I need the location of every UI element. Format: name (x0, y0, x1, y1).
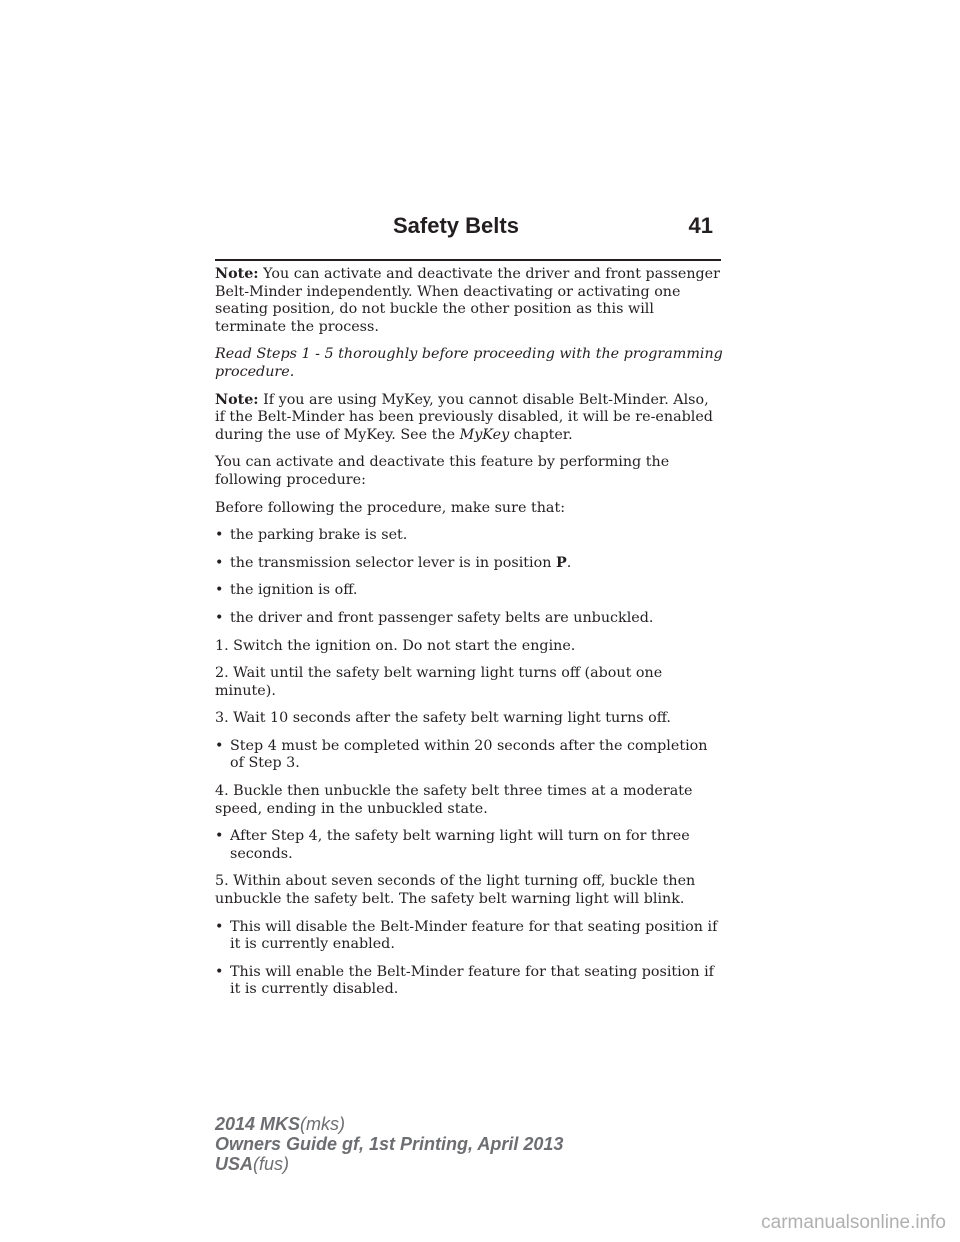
bullet-icon: • (215, 609, 224, 626)
list-item: • the transmission selector lever is in position P. (215, 554, 572, 571)
footer-line: USA(fus) (215, 1154, 290, 1174)
page-number: 41 (688, 213, 713, 238)
note-text: If you are using MyKey, you cannot disable Belt-Minder. Also, if the Belt-Minder has been previously disabled, it will be re-enabled during the use of MyKey. See the (215, 391, 713, 443)
step-5: 5. Within about seven seconds of the light turning off, buckle then unbuckle the safety belt. The safety belt warning light will blink. (215, 873, 696, 908)
step-3: 3. Wait 10 seconds after the safety belt warning light turns off. (215, 710, 671, 727)
bullet-icon: • (215, 554, 224, 571)
footer-line: 2014 MKS(mks) (215, 1114, 346, 1134)
bullet-icon: • (215, 737, 224, 754)
note-paragraph (215, 266, 723, 336)
list-item: • After Step 4, the safety belt warning light will turn on for three seconds. (215, 828, 690, 862)
list-item: • the parking brake is set. (215, 527, 408, 544)
bullet-icon: • (215, 582, 224, 599)
list-item: • the ignition is off. (215, 582, 358, 599)
before-paragraph: Before following the procedure, make sure that: (215, 499, 566, 516)
mykey-note-paragraph: Note: If you are using MyKey, you cannot disable Belt-Minder. Also, if the Belt-Minder has been previously disabled, it will be re-enabled during the use of MyKey. See the MyKey chapter. (215, 391, 713, 443)
list-item: • Step 4 must be completed within 20 seconds after the completion of Step 3. (215, 737, 708, 772)
list-item: • the driver and front passenger safety belts are unbuckled. (215, 609, 654, 626)
step-2: 2. Wait until the safety belt warning light turns off (about one minute). (215, 665, 663, 699)
read-steps-instruction: Read Steps 1 - 5 thoroughly before proceeding with the programming procedure. (215, 346, 723, 380)
mykey-reference: MyKey (459, 426, 510, 443)
page-body (215, 266, 723, 1009)
note-label: Note: (215, 266, 259, 282)
list-item: • This will disable the Belt-Minder feature for that seating position if it is currently enabled. (215, 918, 718, 953)
list-item: • This will enable the Belt-Minder feature for that seating position if it is currently disabled. (215, 963, 714, 998)
note-text: You can activate and deactivate the driver and front passenger Belt-Minder independently. When deactivating or activating one seating position, do not buckle the other position as this will terminate the process. (215, 266, 720, 335)
gear-position: P (556, 554, 567, 571)
bullet-icon: • (215, 963, 224, 980)
page-header (215, 203, 721, 261)
bullet-icon: • (215, 828, 224, 845)
step-4: 4. Buckle then unbuckle the safety belt three times at a moderate speed, ending in the unbuckled state. (215, 783, 693, 817)
watermark: carmanualsonline.info (761, 1212, 946, 1233)
bullet-icon: • (215, 918, 224, 935)
section-title: Safety Belts (393, 213, 519, 238)
bullet-icon: • (215, 527, 224, 544)
intro-paragraph: You can activate and deactivate this feature by performing the following procedure: (215, 454, 670, 488)
print-footer (215, 1114, 563, 1174)
note-label: Note: (215, 391, 259, 408)
footer-line: Owners Guide gf, 1st Printing, April 2013 (215, 1134, 564, 1154)
step-1: 1. Switch the ignition on. Do not start the engine. (215, 637, 576, 654)
